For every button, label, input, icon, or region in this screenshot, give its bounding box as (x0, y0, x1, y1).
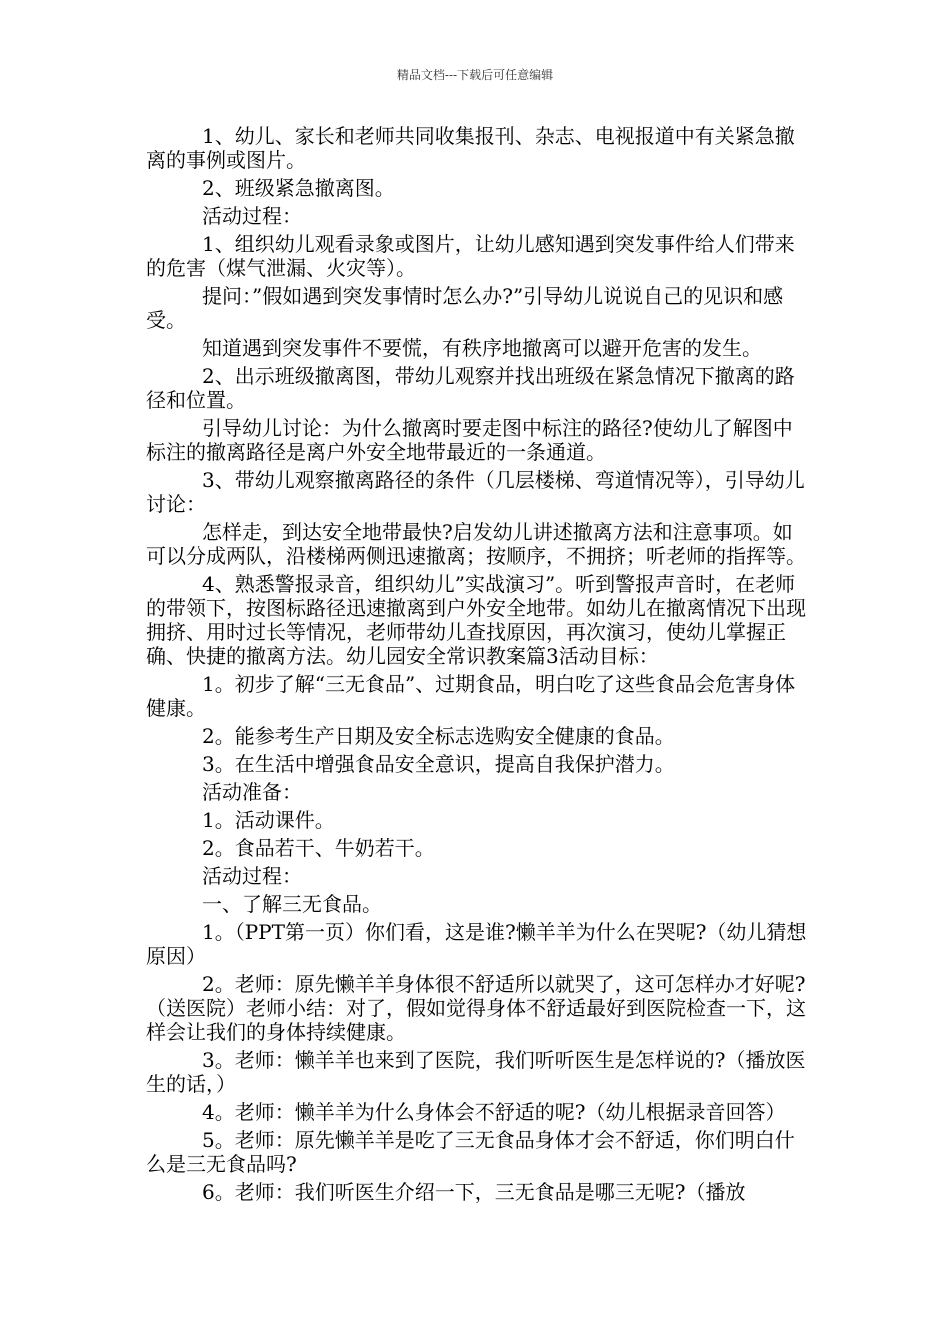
paragraph: 1。活动课件。 (202, 808, 335, 832)
paragraph: 2。能参考生产日期及安全标志选购安全健康的食品。 (202, 724, 675, 748)
paragraph: 5。老师：原先懒羊羊是吃了三无食品身体才会不舒适，你们明白什么是三无食品吗? (146, 1128, 795, 1176)
paragraph: 活动过程： (202, 864, 302, 888)
paragraph: 4、熟悉警报录音，组织幼儿”实战演习”。听到警报声音时，在老师的带领下，按图标路径迅速撤离到户外安全地带。如幼儿在撤离情况下出现拥挤、用时过长等情况，老师带幼儿查找原因，再次演习，使幼儿掌握正确、快捷的撤离方法。幼儿园安全常识教案篇3活动目标： (146, 572, 806, 668)
paragraph: 2、出示班级撤离图，带幼儿观察并找出班级在紧急情况下撤离的路径和位置。 (146, 364, 795, 412)
page-header: 精品文档---下载后可任意编辑 (396, 68, 554, 82)
paragraph: 提问：”假如遇到突发事情时怎么办?”引导幼儿说说自己的见识和感受。 (146, 284, 784, 332)
paragraph: 1、组织幼儿观看录象或图片，让幼儿感知遇到突发事件给人们带来的危害（煤气泄漏、火灾等）。 (146, 232, 795, 280)
paragraph: 一、了解三无食品。 (202, 892, 382, 916)
paragraph: 2、班级紧急撤离图。 (202, 176, 395, 200)
paragraph: 3。老师：懒羊羊也来到了医院，我们听听医生是怎样说的?（播放医生的话，） (146, 1048, 806, 1096)
paragraph: 3、带幼儿观察撤离路径的条件（几层楼梯、弯道情况等），引导幼儿讨论： (146, 468, 805, 516)
paragraph: 6。老师：我们听医生介绍一下，三无食品是哪三无呢?（播放 (202, 1180, 746, 1204)
paragraph: 活动过程： (202, 204, 302, 228)
paragraph: 2。老师：原先懒羊羊身体很不舒适所以就哭了，这可怎样办才好呢?（送医院）老师小结：对了，假如觉得身体不舒适最好到医院检查一下，这样会让我们的身体持续健康。 (146, 972, 806, 1044)
paragraph: 怎样走，到达安全地带最快?启发幼儿讲述撤离方法和注意事项。如可以分成两队，沿楼梯两侧迅速撤离；按顺序，不拥挤；听老师的指挥等。 (146, 520, 806, 568)
paragraph: 活动准备： (202, 780, 302, 804)
document-body (146, 124, 810, 1208)
paragraph: 2。食品若干、牛奶若干。 (202, 836, 435, 860)
paragraph: 3。在生活中增强食品安全意识，提高自我保护潜力。 (202, 752, 675, 776)
paragraph: 4。老师：懒羊羊为什么身体会不舒适的呢?（幼儿根据录音回答） (202, 1100, 786, 1124)
paragraph: 1。（PPT第一页）你们看，这是谁?懒羊羊为什么在哭呢?（幼儿猜想原因） (146, 920, 807, 968)
paragraph: 1。初步了解“三无食品”、过期食品，明白吃了这些食品会危害身体健康。 (146, 672, 796, 720)
paragraph: 1、幼儿、家长和老师共同收集报刊、杂志、电视报道中有关紧急撤离的事例或图片。 (146, 124, 795, 172)
paragraph: 引导幼儿讨论：为什么撤离时要走图中标注的路径?使幼儿了解图中标注的撤离路径是离户外安全地带最近的一条通道。 (146, 416, 793, 464)
paragraph: 知道遇到突发事件不要慌，有秩序地撤离可以避开危害的发生。 (202, 336, 762, 360)
